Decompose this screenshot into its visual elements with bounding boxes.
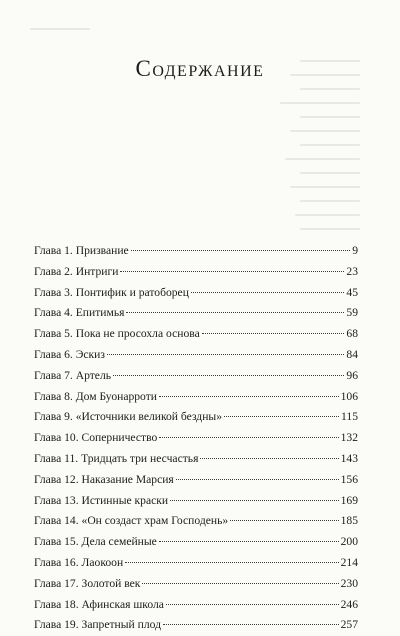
toc-entry-title: Глава 13. Истинные краски [34, 493, 169, 507]
toc-entry [34, 407, 358, 428]
toc-entry-page-number: 156 [340, 472, 358, 486]
toc-entry-title: Глава 12. Наказание Марсия [34, 472, 174, 486]
dot-leader [202, 333, 345, 334]
toc-entry-title: Глава 11. Тридцать три несчастья [34, 451, 199, 465]
toc-entry-title: Глава 17. Золотой век [34, 576, 141, 590]
toc-entry [34, 491, 358, 512]
toc-entry [34, 428, 358, 449]
toc-entry-title: Глава 7. Артель [34, 368, 112, 382]
toc-entry-page-number: 169 [340, 493, 358, 507]
toc-entry-page-number: 143 [340, 451, 358, 465]
dot-leader [230, 520, 338, 521]
toc-entry-page-number: 185 [340, 514, 358, 528]
toc-entry-title: Глава 4. Епитимья [34, 306, 125, 320]
toc-entry [34, 387, 358, 408]
toc-entry-page-number: 96 [346, 368, 358, 382]
table-of-contents [34, 241, 358, 636]
dot-leader [113, 375, 344, 376]
dot-leader [159, 541, 339, 542]
toc-entry [34, 324, 358, 345]
dot-leader [159, 396, 339, 397]
toc-entry-page-number: 246 [340, 597, 358, 611]
toc-entry-page-number: 68 [346, 327, 358, 341]
dot-leader [159, 437, 338, 438]
toc-entry-page-number: 214 [340, 555, 358, 569]
dot-leader [224, 416, 339, 417]
toc-entry-page-number: 9 [352, 244, 358, 257]
dot-leader [176, 479, 339, 480]
toc-entry [34, 241, 358, 262]
toc-entry-title: Глава 9. «Источники великой бездны» [34, 410, 223, 424]
page-title: Содержание [135, 56, 265, 81]
toc-entry-title: Глава 5. Пока не просохла основа [34, 327, 200, 341]
dot-leader [166, 604, 339, 605]
toc-entry-page-number: 132 [340, 431, 358, 445]
toc-entry-title: Глава 14. «Он создаст храм Господень» [34, 514, 229, 528]
toc-entry-title: Глава 15. Дела семейные [34, 535, 157, 549]
toc-entry-title: Глава 6. Эскиз [34, 347, 105, 361]
toc-entry [34, 553, 358, 574]
toc-entry-page-number: 200 [340, 535, 358, 549]
toc-entry [34, 262, 358, 283]
toc-entry [34, 303, 358, 324]
toc-entry-page-number: 106 [340, 389, 358, 403]
dot-leader [191, 292, 344, 293]
toc-entry [34, 595, 358, 616]
dot-leader [200, 458, 338, 459]
dot-leader [142, 583, 338, 584]
toc-entry [34, 345, 358, 366]
dot-leader [125, 562, 338, 563]
toc-entry-title: Глава 3. Понтифик и ратоборец [34, 285, 189, 299]
toc-entry [34, 615, 358, 636]
toc-entry-page-number: 230 [340, 576, 358, 590]
toc-entry-title: Глава 16. Лаокоон [34, 555, 124, 569]
toc-entry-page-number: 59 [346, 306, 358, 320]
dot-leader [107, 354, 344, 355]
toc-entry-title: Глава 18. Афинская школа [34, 597, 164, 611]
toc-entry-title: Глава 8. Дом Буонарроти [34, 389, 157, 403]
toc-entry [34, 470, 358, 491]
toc-entry-page-number: 115 [341, 410, 358, 424]
toc-entry-title: Глава 10. Соперничество [34, 431, 158, 445]
toc-entry-page-number: 257 [340, 618, 358, 632]
toc-entry [34, 366, 358, 387]
toc-entry [34, 283, 358, 304]
dot-leader [131, 250, 351, 251]
toc-entry-title: Глава 1. Призвание [34, 244, 129, 257]
dot-leader [163, 624, 339, 625]
toc-entry-page-number: 84 [346, 347, 358, 361]
toc-entry-page-number: 45 [346, 285, 358, 299]
toc-entry [34, 511, 358, 532]
toc-entry [34, 449, 358, 470]
toc-entry-title: Глава 2. Интриги [34, 264, 119, 278]
dot-leader [120, 271, 344, 272]
toc-entry-page-number: 23 [346, 264, 358, 278]
dot-leader [170, 500, 339, 501]
toc-entry [34, 532, 358, 553]
toc-entry-title: Глава 19. Запретный плод [34, 618, 161, 632]
dot-leader [126, 312, 344, 313]
toc-entry [34, 574, 358, 595]
